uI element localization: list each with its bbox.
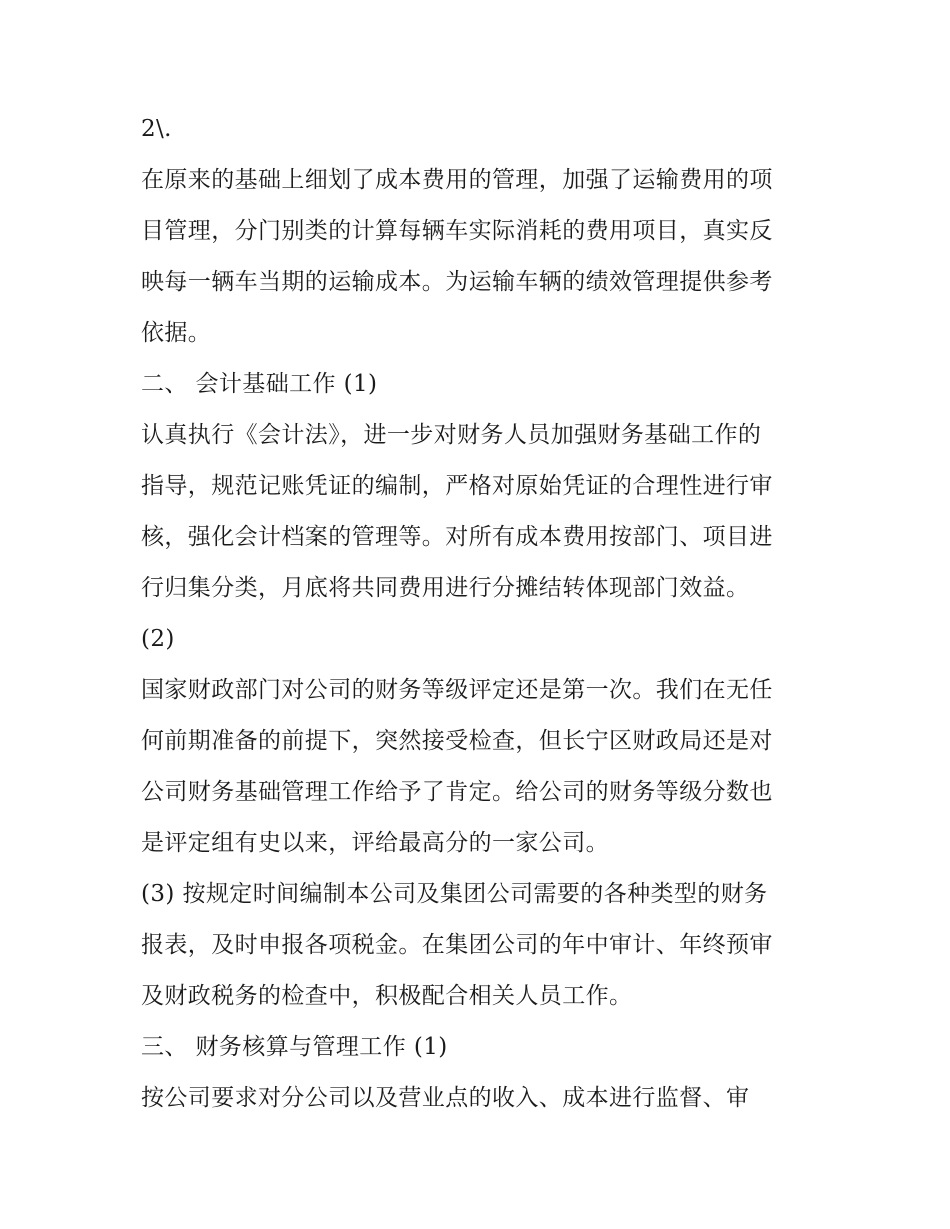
section-heading: 二、 会计基础工作 (1) [141, 371, 378, 397]
text-line: 2\. [141, 116, 172, 142]
text-line: 指导，规范记账凭证的编制，严格对原始凭证的合理性进行审 [141, 473, 773, 499]
text-line: 在原来的基础上细划了成本费用的管理，加强了运输费用的项 [141, 167, 773, 193]
text-line: (3) 按规定时间编制本公司及集团公司需要的各种类型的财务 [141, 881, 768, 907]
text-line: 公司财务基础管理工作给予了肯定。给公司的财务等级分数也 [141, 779, 773, 805]
text-line: 何前期准备的前提下，突然接受检查，但长宁区财政局还是对 [141, 728, 773, 754]
text-line: 依据。 [141, 320, 212, 346]
section-heading: 三、 财务核算与管理工作 (1) [141, 1034, 448, 1060]
text-line: 行归集分类，月底将共同费用进行分摊结转体现部门效益。 [141, 575, 750, 601]
text-line: 及财政税务的检查中，积极配合相关人员工作。 [141, 983, 633, 1009]
text-line: 核，强化会计档案的管理等。对所有成本费用按部门、项目进 [141, 524, 773, 550]
text-line: 是评定组有史以来，评给最高分的一家公司。 [141, 830, 609, 856]
text-line: 国家财政部门对公司的财务等级评定还是第一次。我们在无任 [141, 677, 773, 703]
text-line: 按公司要求对分公司以及营业点的收入、成本进行监督、审 [141, 1085, 750, 1111]
text-line: 报表，及时申报各项税金。在集团公司的年中审计、年终预审 [141, 932, 773, 958]
item-marker: (2) [141, 626, 175, 652]
text-line: 目管理，分门别类的计算每辆车实际消耗的费用项目，真实反 [141, 218, 773, 244]
text-line: 认真执行《会计法》，进一步对财务人员加强财务基础工作的 [141, 422, 762, 448]
document-body [141, 104, 821, 1124]
text-line: 映每一辆车当期的运输成本。为运输车辆的绩效管理提供参考 [141, 269, 773, 295]
